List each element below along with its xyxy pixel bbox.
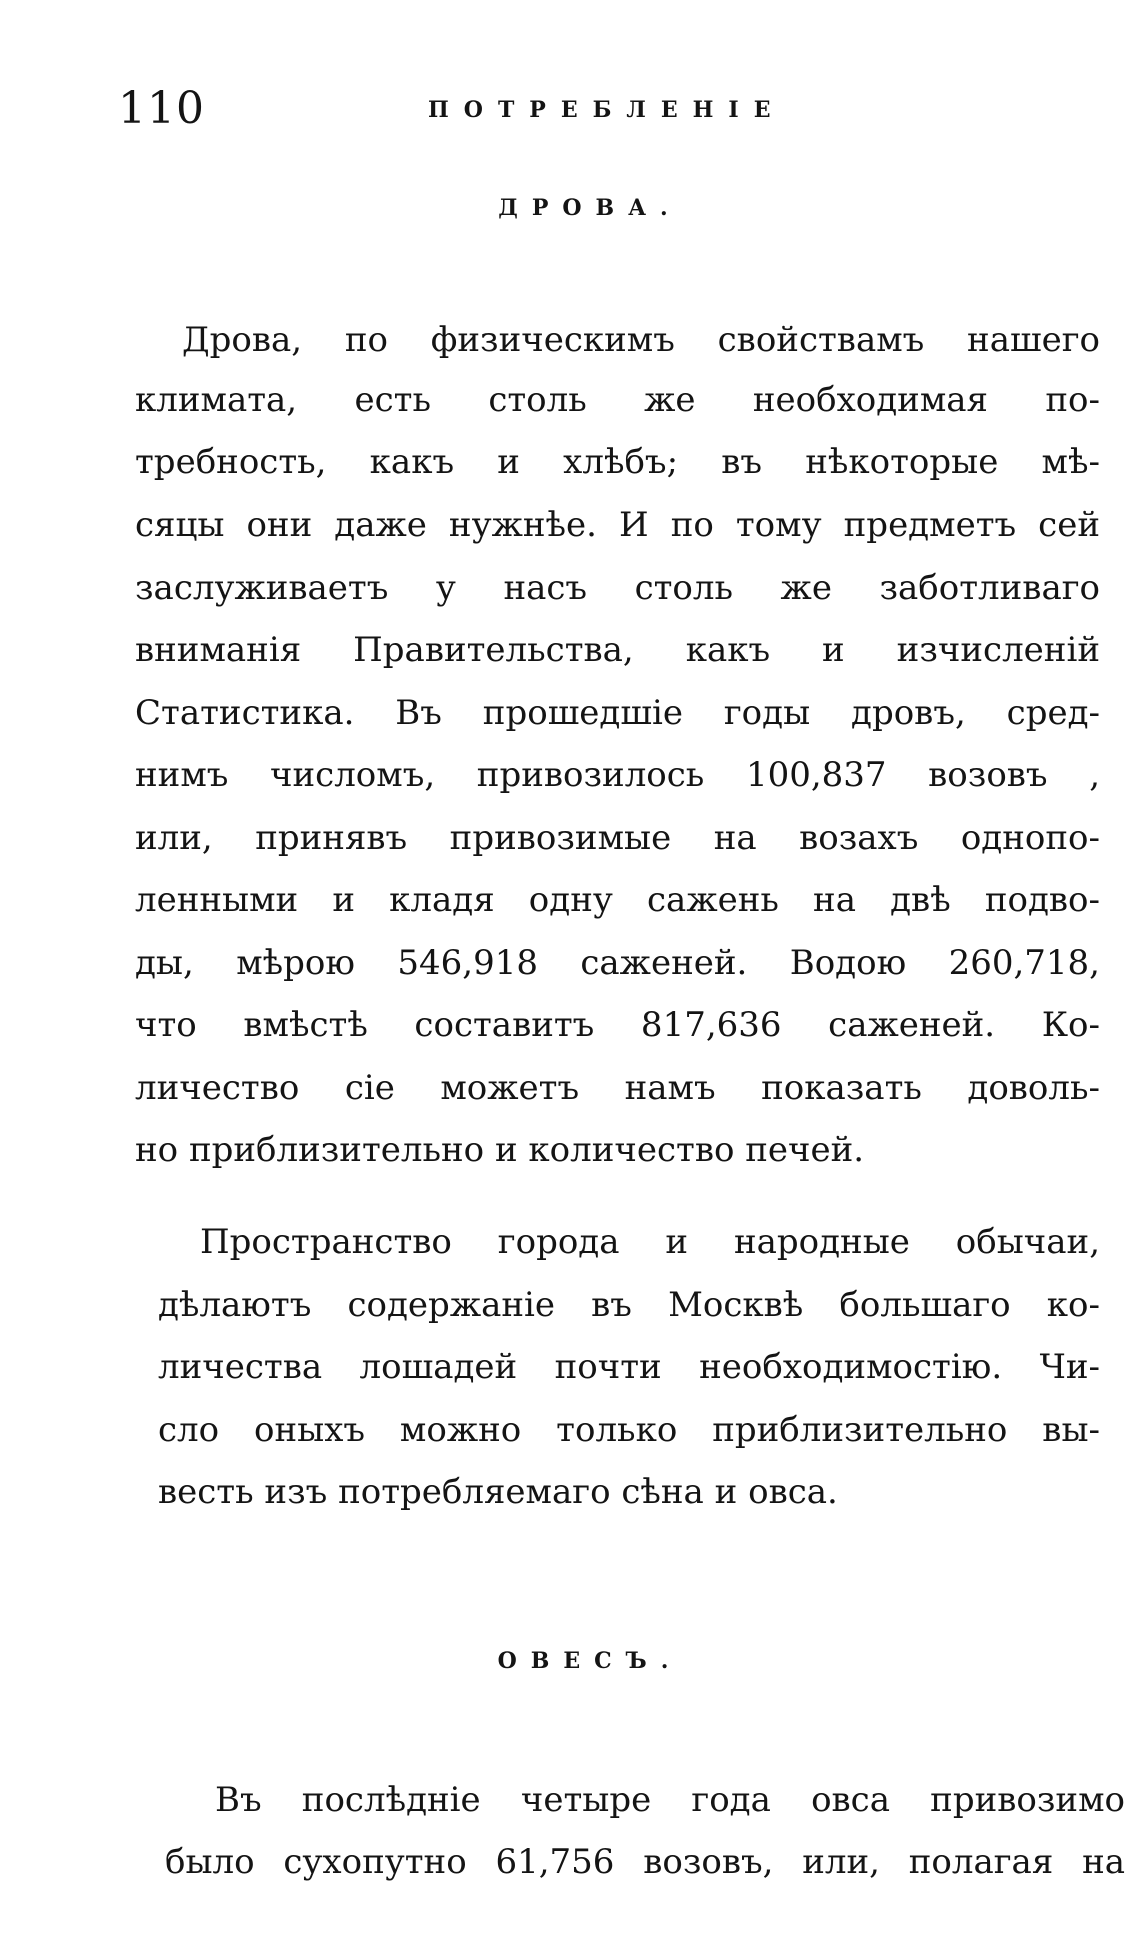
text-line: дѣлаютъ содержаніе въ Москвѣ большаго ко-: [158, 1285, 1100, 1325]
section-heading-drova: ДРОВА.: [498, 195, 682, 221]
text-line: требность, какъ и хлѣбъ; въ нѣкоторые мѣ-: [135, 442, 1100, 482]
text-line: Статистика. Въ прошедшіе годы дровъ, сред-: [135, 693, 1100, 733]
text-line: сло оныхъ можно только приблизительно вы-: [158, 1410, 1100, 1450]
text-line: климата, есть столь же необходимая по-: [135, 380, 1100, 420]
text-line: что вмѣстѣ составитъ 817,636 саженей. Ко-: [135, 1005, 1100, 1045]
text-line: весть изъ потребляемаго сѣна и овса.: [158, 1472, 838, 1512]
text-line: Дрова, по физическимъ свойствамъ нашего: [182, 320, 1100, 360]
text-line: ды, мѣрою 546,918 саженей. Водою 260,718,: [135, 943, 1100, 983]
text-line: но приблизительно и количество печей.: [135, 1130, 865, 1170]
text-line: или, принявъ привозимые на возахъ однопо-: [135, 818, 1100, 858]
text-line: заслуживаетъ у насъ столь же заботливаго: [135, 568, 1100, 608]
text-line: сяцы они даже нужнѣе. И по тому предметъ сей: [135, 505, 1100, 545]
section-heading-oves: ОВЕСЪ.: [497, 1648, 683, 1674]
text-line: ленными и кладя одну сажень на двѣ подво-: [135, 880, 1100, 920]
text-line: Въ послѣдніе четыре года овса привозимо: [215, 1780, 1125, 1820]
text-line: Пространство города и народные обычаи,: [200, 1222, 1100, 1262]
running-head: ПОТРЕБЛЕНІЕ: [428, 97, 786, 123]
text-line: нимъ числомъ, привозилось 100,837 возовъ ,: [135, 755, 1100, 795]
text-line: было сухопутно 61,756 возовъ, или, полагая на: [165, 1842, 1125, 1882]
text-line: личества лошадей почти необходимостію. Чи-: [158, 1347, 1100, 1387]
text-line: личество сіе можетъ намъ показать доволь-: [135, 1068, 1100, 1108]
page-number: 110: [118, 83, 205, 134]
text-line: вниманія Правительства, какъ и изчисленій: [135, 630, 1100, 670]
